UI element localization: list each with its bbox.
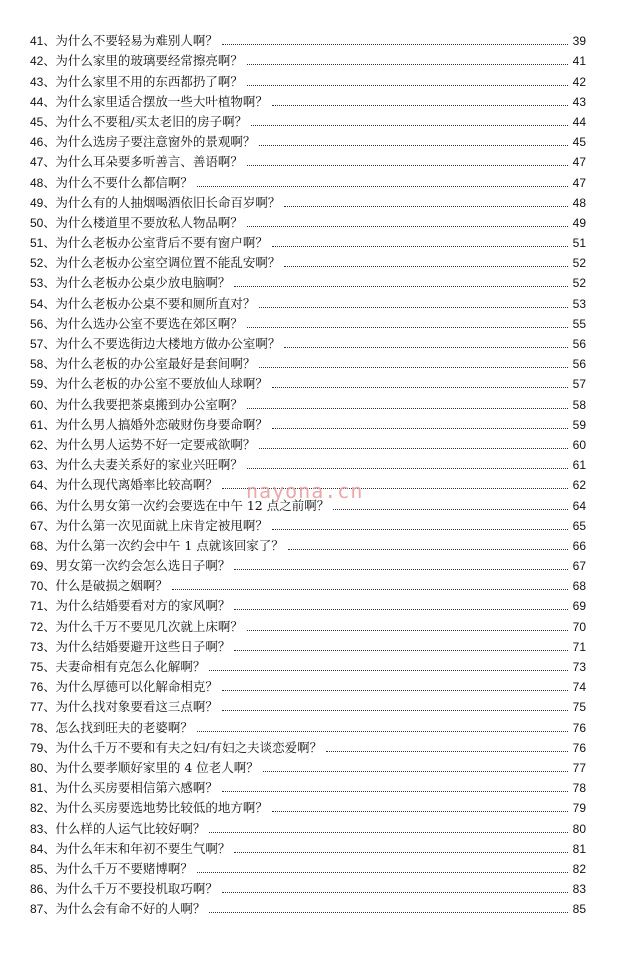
toc-dot-leader (288, 549, 568, 550)
toc-entry[interactable] (30, 270, 586, 290)
toc-entry-title: 为什么会有命不好的人啊？ (55, 901, 206, 917)
toc-entry-page-number: 76 (572, 720, 586, 735)
toc-entry-title: 为什么男人搞婚外恋破财伤身要命啊？ (55, 416, 268, 432)
toc-entry-title: 为什么买房要选地势比较低的地方啊？ (55, 800, 268, 816)
toc-entry-page-number: 80 (572, 821, 586, 836)
toc-entry[interactable] (30, 896, 586, 916)
toc-dot-leader (326, 751, 568, 752)
toc-entry-page-number: 56 (572, 337, 586, 351)
toc-entry-page-number: 64 (572, 498, 586, 513)
toc-entry[interactable] (30, 109, 586, 129)
toc-entry[interactable] (30, 452, 586, 472)
toc-entry-page-number: 55 (572, 316, 586, 331)
toc-entry-number: 53、 (30, 276, 56, 291)
toc-dot-leader (259, 307, 568, 308)
toc-entry-page-number: 82 (572, 861, 586, 876)
toc-entry-title: 为什么老板的办公室不要放仙人球啊？ (55, 376, 268, 392)
toc-entry-number: 70、 (30, 579, 56, 594)
toc-entry-number: 85、 (30, 861, 56, 876)
toc-dot-leader (263, 771, 568, 772)
toc-entry-page-number: 57 (572, 377, 586, 392)
toc-entry-page-number: 79 (572, 801, 586, 816)
toc-dot-leader (222, 710, 568, 711)
toc-dot-leader (272, 387, 568, 388)
toc-entry-number: 79、 (30, 740, 56, 755)
toc-entry-page-number: 65 (572, 518, 586, 533)
toc-entry-title: 为什么耳朵要多听善言、善语啊？ (55, 154, 243, 170)
toc-entry-title: 为什么第一次见面就上床肯定被甩啊？ (55, 517, 268, 533)
toc-entry-page-number: 59 (572, 417, 586, 432)
toc-entry-title: 为什么厚德可以化解命相克？ (55, 679, 218, 695)
toc-entry-title: 怎么找到旺夫的老婆啊？ (55, 719, 193, 735)
toc-entry-title: 为什么我要把茶桌搬到办公室啊？ (55, 396, 243, 412)
toc-entry-number: 61、 (30, 417, 56, 432)
toc-dot-leader (222, 892, 568, 893)
toc-entry-title: 为什么选办公室不要选在郊区啊？ (55, 315, 243, 331)
toc-entry-page-number: 83 (572, 882, 586, 897)
toc-entry[interactable] (30, 190, 586, 210)
toc-entry-number: 50、 (30, 215, 56, 230)
toc-entry-title: 为什么有的人抽烟喝酒依旧长命百岁啊？ (55, 194, 281, 210)
toc-dot-leader (197, 731, 568, 732)
toc-dot-leader (234, 569, 568, 570)
toc-entry-title: 为什么男人运势不好一定要戒欲啊？ (55, 436, 256, 452)
toc-entry-number: 63、 (30, 458, 56, 473)
toc-entry-number: 81、 (30, 781, 56, 796)
toc-entry-page-number: 85 (572, 902, 586, 917)
toc-dot-leader (222, 690, 568, 691)
toc-entry-page-number: 68 (572, 579, 586, 594)
toc-entry[interactable] (30, 674, 586, 694)
toc-entry-number: 56、 (30, 316, 56, 331)
toc-entry[interactable] (30, 815, 586, 835)
toc-entry-page-number: 47 (572, 175, 586, 190)
toc-entry-number: 83、 (30, 821, 56, 836)
toc-entry-page-number: 60 (572, 437, 586, 452)
toc-dot-leader (259, 145, 568, 146)
toc-entry[interactable] (30, 169, 586, 189)
toc-entry-title: 为什么千万不要见几次就上床啊？ (55, 618, 243, 634)
toc-entry[interactable] (30, 331, 586, 351)
toc-entry-page-number: 39 (572, 34, 586, 49)
toc-entry[interactable] (30, 634, 586, 654)
toc-entry-number: 59、 (30, 377, 56, 392)
toc-entry-title: 为什么结婚要看对方的家风啊？ (55, 598, 231, 614)
toc-entry[interactable] (30, 714, 586, 734)
toc-entry-number: 51、 (30, 236, 56, 251)
toc-entry-page-number: 49 (572, 215, 586, 230)
toc-entry[interactable] (30, 533, 586, 553)
toc-entry[interactable] (30, 573, 586, 593)
toc-entry-number: 60、 (30, 397, 56, 412)
toc-entry-number: 69、 (30, 559, 56, 574)
toc-entry-page-number: 51 (572, 236, 586, 251)
toc-dot-leader (197, 186, 568, 187)
toc-entry-page-number: 45 (572, 135, 586, 150)
toc-entry-page-number: 78 (572, 781, 586, 796)
toc-entry[interactable] (30, 290, 586, 310)
toc-entry[interactable] (30, 775, 586, 795)
toc-entry-number: 84、 (30, 841, 56, 856)
toc-dot-leader (272, 811, 568, 812)
toc-entry-number: 45、 (30, 114, 56, 129)
toc-entry-title: 为什么老板的办公室最好是套间啊？ (55, 356, 256, 372)
toc-entry[interactable] (30, 210, 586, 230)
toc-entry[interactable] (30, 89, 586, 109)
toc-entry-number: 41、 (30, 34, 56, 49)
toc-dot-leader (234, 609, 568, 610)
toc-entry-number: 73、 (30, 639, 56, 654)
toc-entry-number: 54、 (30, 296, 56, 311)
toc-entry-title: 为什么要孝顺好家里的 4 位老人啊？ (55, 759, 259, 775)
toc-entry-title: 为什么夫妻关系好的家业兴旺啊？ (55, 457, 243, 473)
toc-entry-title: 为什么买房要相信第六感啊？ (55, 780, 218, 796)
toc-entry-number: 42、 (30, 54, 56, 69)
toc-entry-title: 什么是破损之姻啊？ (55, 578, 168, 594)
toc-entry-title: 为什么不要选街边大楼地方做办公室啊？ (55, 336, 281, 351)
toc-entry-title: 为什么楼道里不要放私人物品啊？ (55, 214, 243, 230)
toc-entry-page-number: 44 (572, 114, 586, 129)
toc-dot-leader (259, 448, 568, 449)
toc-entry-number: 43、 (30, 74, 56, 89)
toc-entry-page-number: 81 (572, 841, 586, 856)
toc-entry-title: 为什么家里的玻璃要经常擦亮啊？ (55, 53, 243, 69)
toc-entry-title: 为什么男女第一次约会要选在中午 12 点之前啊？ (55, 497, 330, 513)
toc-entry-title: 为什么千万不要和有夫之妇/有妇之夫谈恋爱啊？ (55, 739, 323, 755)
toc-dot-leader (333, 509, 568, 510)
toc-entry-number: 80、 (30, 760, 56, 775)
toc-entry-title: 为什么选房子要注意窗外的景观啊？ (55, 134, 256, 150)
toc-entry-page-number: 69 (572, 599, 586, 614)
toc-dot-leader (272, 105, 568, 106)
toc-dot-leader (197, 872, 568, 873)
toc-entry-page-number: 76 (572, 740, 586, 755)
toc-entry[interactable] (30, 371, 586, 391)
toc-entry-page-number: 52 (572, 256, 586, 271)
watermark-text: nayona.cn (246, 479, 364, 503)
toc-entry-page-number: 52 (572, 276, 586, 291)
toc-dot-leader (259, 367, 568, 368)
toc-entry-number: 82、 (30, 801, 56, 816)
toc-entry-title: 为什么家里适合摆放一些大叶植物啊？ (55, 93, 268, 109)
toc-entry[interactable] (30, 593, 586, 613)
toc-entry-number: 76、 (30, 680, 56, 695)
toc-entry[interactable] (30, 553, 586, 573)
toc-entry-title: 男女第一次约会怎么选日子啊？ (55, 558, 231, 574)
toc-entry-title: 为什么老板办公桌少放电脑啊？ (55, 275, 231, 291)
toc-entry-title: 为什么不要租/买太老旧的房子啊？ (55, 113, 248, 129)
toc-entry-page-number: 77 (572, 760, 586, 775)
toc-dot-leader (272, 246, 568, 247)
toc-entry-number: 57、 (30, 337, 56, 351)
toc-entry-page-number: 41 (572, 54, 586, 69)
toc-dot-leader (247, 630, 568, 631)
toc-entry-number: 77、 (30, 700, 56, 715)
toc-entry-title: 为什么现代离婚率比较高啊？ (55, 477, 218, 493)
toc-entry[interactable] (30, 836, 586, 856)
toc-dot-leader (247, 64, 568, 65)
toc-entry-title: 为什么结婚要避开这些日子啊？ (55, 638, 231, 654)
toc-dot-leader (284, 266, 568, 267)
toc-entry-title: 为什么千万不要赌博啊？ (55, 860, 193, 876)
toc-entry-number: 47、 (30, 155, 56, 170)
toc-entry-number: 58、 (30, 357, 56, 372)
toc-dot-leader (247, 226, 568, 227)
toc-entry-number: 66、 (30, 498, 56, 513)
toc-entry-number: 86、 (30, 882, 56, 897)
toc-dot-leader (247, 468, 568, 469)
toc-entry-title: 什么样的人运气比较好啊？ (55, 820, 206, 836)
toc-entry-title: 为什么家里不用的东西都扔了啊？ (55, 73, 243, 89)
toc-entry-page-number: 67 (572, 559, 586, 574)
toc-dot-leader (284, 206, 568, 207)
toc-entry-number: 49、 (30, 195, 56, 210)
toc-entry[interactable] (30, 351, 586, 371)
toc-entry-title: 为什么第一次约会中午 1 点就该回家了？ (55, 537, 284, 553)
toc-dot-leader (247, 165, 568, 166)
toc-entry-title: 为什么千万不要投机取巧啊？ (55, 881, 218, 897)
toc-entry[interactable] (30, 795, 586, 815)
toc-entry-title: 为什么找对象要看这三点啊？ (55, 699, 218, 715)
toc-entry-page-number: 56 (572, 357, 586, 372)
toc-dot-leader (209, 670, 568, 671)
toc-entry[interactable] (30, 513, 586, 533)
toc-dot-leader (222, 488, 568, 489)
toc-entry-page-number: 73 (572, 660, 586, 674)
toc-entry-number: 75、 (30, 660, 56, 674)
toc-entry-page-number: 75 (572, 700, 586, 715)
toc-entry[interactable] (30, 250, 586, 270)
toc-dot-leader (234, 650, 568, 651)
toc-entry-number: 48、 (30, 175, 56, 190)
toc-entry-page-number: 43 (572, 94, 586, 109)
toc-entry-page-number: 61 (572, 458, 586, 473)
toc-dot-leader (247, 85, 568, 86)
toc-entry[interactable] (30, 129, 586, 149)
toc-entry-number: 67、 (30, 518, 56, 533)
toc-dot-leader (247, 327, 568, 328)
toc-dot-leader (209, 912, 568, 913)
toc-entry[interactable] (30, 735, 586, 755)
toc-entry-title: 为什么年末和年初不要生气啊？ (55, 840, 231, 856)
toc-entry[interactable] (30, 149, 586, 169)
toc-entry[interactable] (30, 230, 586, 250)
toc-entry[interactable] (30, 412, 586, 432)
toc-entry-page-number: 48 (572, 195, 586, 210)
toc-entry-page-number: 70 (572, 619, 586, 634)
toc-dot-leader (234, 852, 568, 853)
toc-entry-title: 为什么老板办公室背后不要有窗户啊？ (55, 235, 268, 251)
toc-entry[interactable] (30, 492, 586, 512)
toc-entry-page-number: 58 (572, 397, 586, 412)
toc-entry-page-number: 53 (572, 296, 586, 311)
toc-entry[interactable] (30, 856, 586, 876)
toc-dot-leader (247, 408, 568, 409)
toc-entry-page-number: 47 (572, 155, 586, 170)
toc-entry-title: 为什么老板办公室空调位置不能乱安啊？ (55, 255, 281, 271)
toc-entry-number: 46、 (30, 135, 56, 150)
toc-entry-number: 68、 (30, 538, 56, 553)
toc-dot-leader (272, 529, 568, 530)
toc-entry[interactable] (30, 432, 586, 452)
toc-entry[interactable] (30, 876, 586, 896)
toc-entry[interactable] (30, 755, 586, 775)
toc-dot-leader (251, 125, 568, 126)
toc-entry-page-number: 74 (572, 680, 586, 695)
toc-entry-page-number: 42 (572, 74, 586, 89)
toc-entry-page-number: 62 (572, 478, 586, 493)
toc-entry-title: 为什么老板办公桌不要和厕所直对？ (55, 295, 256, 311)
toc-entry-page-number: 71 (572, 639, 586, 654)
toc-entry[interactable] (30, 28, 586, 48)
toc-dot-leader (222, 791, 568, 792)
toc-entry[interactable] (30, 694, 586, 714)
toc-entry-number: 64、 (30, 478, 56, 493)
toc-entry-number: 71、 (30, 599, 56, 614)
toc-entry-number: 44、 (30, 94, 56, 109)
toc-dot-leader (209, 832, 568, 833)
toc-entry-number: 72、 (30, 619, 56, 634)
toc-dot-leader (284, 347, 568, 348)
toc-entry-number: 78、 (30, 720, 56, 735)
toc-entry[interactable] (30, 68, 586, 88)
toc-entry-number: 87、 (30, 902, 56, 917)
toc-entry[interactable] (30, 48, 586, 68)
toc-dot-leader (172, 589, 568, 590)
toc-entry-title: 夫妻命相有克怎么化解啊？ (55, 659, 206, 674)
table-of-contents (30, 28, 586, 916)
toc-entry[interactable] (30, 654, 586, 674)
toc-entry[interactable] (30, 613, 586, 633)
toc-entry-title: 为什么不要什么都信啊？ (55, 174, 193, 190)
toc-entry-title: 为什么不要轻易为难别人啊？ (55, 33, 218, 49)
toc-dot-leader (272, 428, 568, 429)
toc-dot-leader (234, 286, 568, 287)
toc-entry[interactable] (30, 472, 586, 492)
toc-entry-number: 62、 (30, 437, 56, 452)
toc-entry-page-number: 66 (572, 538, 586, 553)
toc-entry-number: 52、 (30, 256, 56, 271)
toc-dot-leader (222, 44, 568, 45)
toc-entry[interactable] (30, 311, 586, 331)
toc-entry[interactable] (30, 391, 586, 411)
